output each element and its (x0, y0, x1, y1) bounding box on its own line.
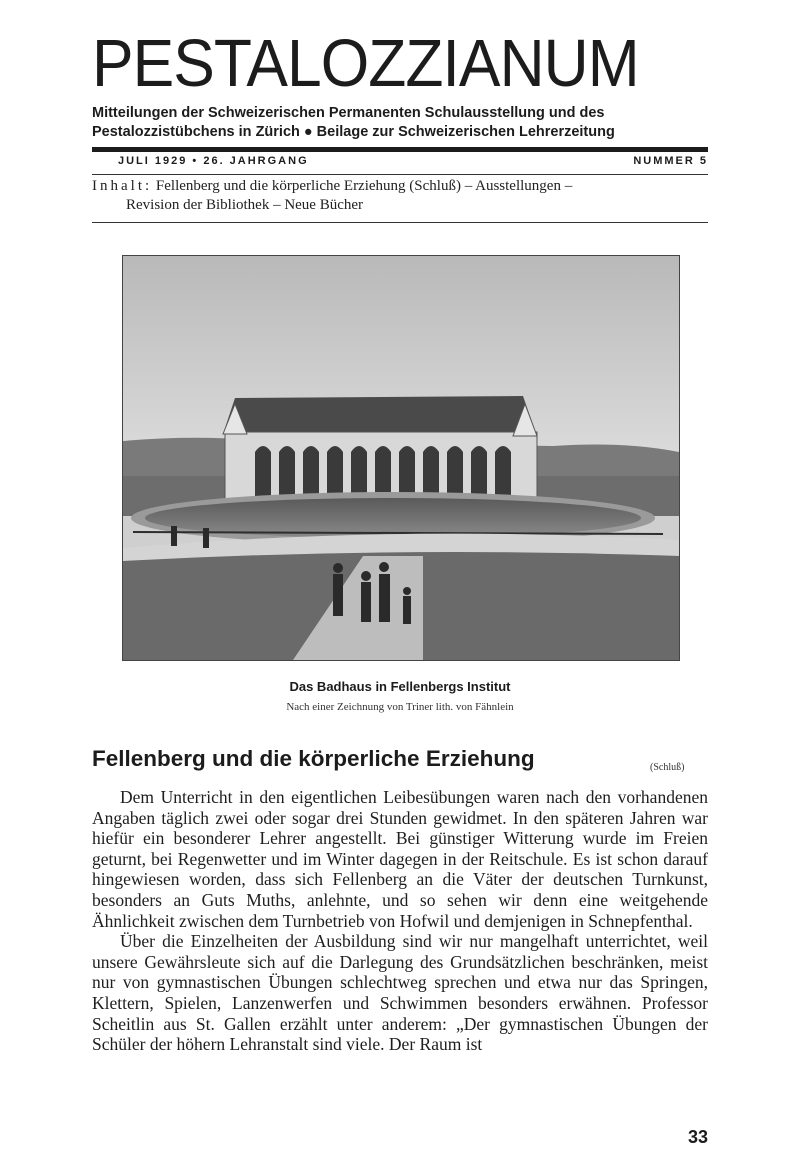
contents-label: Inhalt: (92, 178, 153, 194)
issue-date: JULI 1929 • 26. JAHRGANG (118, 155, 309, 167)
contents-line-1 (92, 177, 708, 196)
paragraph-1: Dem Unterricht in den eigentlichen Leibesübungen waren nach den vorhandenen Angaben täglich zwei oder sogar drei Stunden gewidmet. In den späteren Jahren war hiefür ein besonderer Lehrer angestellt. Bei günstiger Witterung wurde im Freien geturnt, bei Regenwetter und im Winter dagegen in der Reitschule. Es ist schon darauf hingewiesen worden, dass sich Fellenberg an die Väter der deutschen Turnkunst, besonders an Guts Muths, anlehnte, und so sehen wir denn eine weitgehende Ähnlichkeit zwischen dem Turnbetrieb von Hofwil und demjenigen in Schnepfenthal. (92, 787, 708, 931)
page-number: 33 (687, 1127, 708, 1147)
table-of-contents (92, 177, 708, 215)
figure-credit: Nach einer Zeichnung von Triner lith. von Fähnlein (286, 701, 514, 713)
subtitle-line-2: Pestalozzistübchens in Zürich ● Beilage zur Schweizerischen Lehrerzeitung (92, 124, 615, 140)
article-title-note: (Schluß) (650, 762, 685, 773)
contents-text-1: Fellenberg und die körperliche Erziehung (Schluß) – Ausstellungen – (155, 178, 573, 194)
issue-number: NUMMER 5 (633, 155, 708, 167)
arcade-arches (255, 446, 511, 500)
contents-line-2: Revision der Bibliothek – Neue Bücher (126, 197, 364, 213)
masthead-title: PESTALOZZIANUM (92, 26, 639, 101)
figure-caption: Das Badhaus in Fellenbergs Institut (289, 679, 511, 694)
paragraph-2: Über die Einzelheiten der Ausbildung sind wir nur mangelhaft unterrichtet, weil unsere Gewährsleute sich auf die Darlegung des Grundsätzlichen beschränken, meist nur von gymnastischen Übungen schlechtweg sprechen und etwa nur das Springen, Klettern, Spielen, Lanzenwerfen und Schwimmen besonders erwähnen. Professor Scheitlin aus St. Gallen erzählt unter anderem: „Der gymnastischen Übungen der Schüler der höhern Lehranstalt sind viele. Der Raum ist (92, 931, 708, 1055)
header-rule-thick (92, 147, 708, 152)
issue-line (92, 155, 708, 171)
header-rule-thin (92, 174, 708, 175)
bathhouse-roof (223, 396, 537, 436)
article-title: Fellenberg und die körperliche Erziehung (92, 746, 535, 771)
contents-rule (92, 222, 708, 223)
article-body (92, 787, 708, 1055)
lithograph-image (123, 256, 679, 660)
subtitle-line-1: Mitteilungen der Schweizerischen Permanenten Schulausstellung und des (92, 105, 605, 121)
bathhouse-illustration (122, 255, 680, 661)
masthead-subtitle (92, 104, 712, 142)
